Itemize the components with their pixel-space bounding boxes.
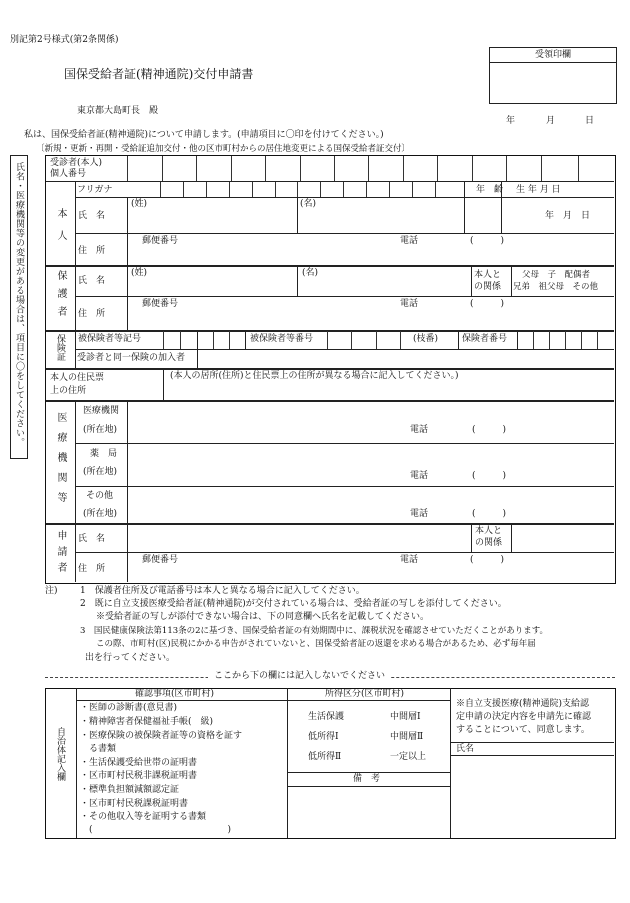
recipient-phone-field[interactable]: ( )	[470, 236, 505, 246]
confirm-item: ・医師の診断書(意見書)	[80, 703, 178, 713]
intro-text: 私は、国保受給者証(精神通院)について申請します。(申請項目に〇印を付けてください。)	[24, 130, 384, 140]
birthdate-field[interactable]: 年 月 日	[545, 211, 591, 221]
addressee: 東京都大島町長 殿	[77, 106, 159, 116]
furigana-label: フリガナ	[77, 185, 113, 195]
confirm-item: ・その他収入等を証明する書類	[80, 812, 207, 822]
income-class: 生活保護	[308, 712, 345, 722]
pharmacy-label: 薬 局	[90, 449, 118, 459]
guardian-address-label: 住 所	[78, 309, 106, 319]
medical-institution-label: 医療機関	[83, 406, 120, 416]
other-institution-phone-field[interactable]: ( )	[472, 509, 507, 519]
pharmacy-location: (所在地)	[83, 467, 118, 477]
application-types[interactable]: 〔新規・更新・再開・受給証追加交付・他の区市町村からの居住地変更による国保受給者証交付〕	[36, 144, 411, 154]
medical-institution-phone-label: 電話	[410, 425, 429, 435]
guardian-phone-label: 電話	[400, 299, 419, 309]
recipient-section-label: 本人	[55, 208, 66, 252]
recipient-postal-label: 郵便番号	[142, 236, 179, 246]
applicant-postal-label: 郵便番号	[142, 555, 179, 565]
residence-label-2: 上の住所	[50, 386, 87, 396]
form-number: 別記第2号様式(第2条関係)	[10, 35, 119, 45]
confirm-item: ( )	[80, 825, 232, 835]
note-2b: ※受給者証の写しが添付できない場合は、下の同意欄へ氏名を記載してください。	[96, 612, 430, 622]
confirm-item: る書類	[80, 744, 117, 754]
note-3c: 出を行ってください。	[85, 653, 176, 663]
recipient-phone-label: 電話	[400, 236, 419, 246]
insurance-section-label: 保険証	[55, 334, 65, 361]
medical-institution-phone-field[interactable]: ( )	[472, 425, 507, 435]
consent-text-3: することについて、同意します。	[456, 725, 590, 735]
applicant-address-label: 住 所	[78, 564, 106, 574]
income-class: 中間層Ⅱ	[390, 732, 424, 742]
guardian-relation-options-2[interactable]: 兄弟 祖父母 その他	[513, 282, 599, 292]
guardian-section-label: 保護者	[55, 270, 66, 324]
pharmacy-phone-field[interactable]: ( )	[472, 471, 507, 481]
income-class: 低所得Ⅱ	[308, 752, 342, 762]
guardian-relation-label-2: の関係	[474, 282, 502, 292]
guardian-postal-label: 郵便番号	[142, 299, 179, 309]
applicant-phone-field[interactable]: ( )	[470, 555, 505, 565]
income-class: 中間層Ⅰ	[390, 712, 421, 722]
guardian-relation-label: 本人と	[474, 270, 502, 280]
applicant-relation-label-2: の関係	[475, 538, 503, 548]
recipient-name-label: 氏 名	[78, 211, 106, 221]
confirm-item: ・精神障害者保健福祉手帳( 級)	[80, 717, 214, 727]
insurer-symbol-label: 被保険者等記号	[78, 334, 142, 344]
receipt-stamp-box	[489, 47, 617, 104]
side-note-box	[10, 155, 28, 459]
note-1: 1 保護者住所及び電話番号は本人と異なる場合に記入してください。	[80, 586, 365, 596]
recipient-surname-field[interactable]: (姓)	[131, 199, 148, 209]
other-institution-phone-label: 電話	[410, 509, 429, 519]
income-class: 低所得Ⅰ	[308, 732, 339, 742]
applicant-relation-label: 本人と	[475, 526, 503, 536]
divider-text: ここから下の欄には記入しないでください	[208, 672, 391, 681]
applicant-name-label: 氏 名	[78, 534, 106, 544]
other-institution-label: その他	[86, 491, 114, 501]
applicant-section-label: 申請者	[55, 530, 66, 578]
guardian-surname-field[interactable]: (姓)	[131, 268, 148, 278]
page-title: 国保受給者証(精神通院)交付申請書	[64, 67, 254, 81]
guardian-relation-options[interactable]: 父母 子 配偶者	[522, 270, 591, 280]
date-month: 月	[546, 116, 556, 126]
confirm-item: ・区市町村民税課税証明書	[80, 799, 189, 809]
income-header: 所得区分(区市町村)	[325, 689, 405, 699]
guardian-given-name-field[interactable]: (名)	[302, 268, 319, 278]
insured-number-label: 被保険者等番号	[250, 334, 314, 344]
note-3: 3 国民健康保険法第113条の2に基づき、国保受給者証の有効期間中に、課税状況を確認させていただくことがあります。	[80, 626, 549, 636]
other-institution-location: (所在地)	[83, 509, 118, 519]
side-note: 氏名・医療機関等の変更がある場合は、項目に〇をしてください。	[14, 162, 24, 447]
consent-text-2: 定申請の決定内容を申請先に確認	[456, 712, 592, 722]
date-year: 年	[506, 116, 516, 126]
main-form	[45, 155, 616, 584]
branch-number-label: (枝番)	[413, 334, 439, 344]
confirm-header: 確認事項(区市町村)	[135, 689, 215, 699]
insurer-number-label: 保険者番号	[462, 334, 508, 344]
recipient-address-label: 住 所	[78, 246, 106, 256]
consent-name-label: 氏名	[456, 744, 475, 754]
confirm-item: ・区市町村民税非課税証明書	[80, 771, 198, 781]
consent-text: ※自立支援医療(精神通院)支給認	[456, 699, 590, 709]
birthdate-label: 生 年 月 日	[516, 185, 561, 195]
age-label: 年 齢	[476, 185, 504, 195]
confirm-item: ・標準負担額減額認定証	[80, 785, 180, 795]
confirm-item: ・医療保険の被保険者証等の資格を証す	[80, 731, 243, 741]
notes-label: 注)	[45, 586, 58, 596]
applicant-phone-label: 電話	[400, 555, 419, 565]
pharmacy-phone-label: 電話	[410, 471, 429, 481]
guardian-phone-field[interactable]: ( )	[470, 299, 505, 309]
guardian-name-label: 氏 名	[78, 276, 106, 286]
receipt-stamp-label: 受領印欄	[490, 48, 616, 63]
medical-institution-location: (所在地)	[83, 425, 118, 435]
remarks-label: 備 考	[353, 774, 381, 784]
confirm-item: ・生活保護受給世帯の証明書	[80, 758, 198, 768]
recipient-header: 受診者(本人)	[50, 158, 103, 168]
medical-section-label: 医療機関等	[55, 412, 66, 512]
same-insurance-label: 受診者と同一保険の加入者	[77, 353, 186, 363]
residence-note: (本人の居所(住所)と住民票上の住所が異なる場合に記入してください。)	[170, 371, 459, 381]
residence-label: 本人の住民票	[50, 373, 105, 383]
individual-number-label: 個人番号	[50, 169, 87, 179]
note-2: 2 既に自立支援医療受給者証(精神通院)が交付されている場合は、受給者証の写しを添付してください。	[80, 599, 507, 609]
recipient-given-name-field[interactable]: (名)	[300, 199, 317, 209]
office-section-label: 自治体記入欄	[55, 727, 65, 781]
income-class: 一定以上	[390, 752, 427, 762]
note-3b: この際、市町村(区)民税にかかる申告がされていないと、国保受給者証の返還を求める場合があるため、必ず毎年届	[96, 639, 536, 649]
date-day: 日	[585, 116, 595, 126]
